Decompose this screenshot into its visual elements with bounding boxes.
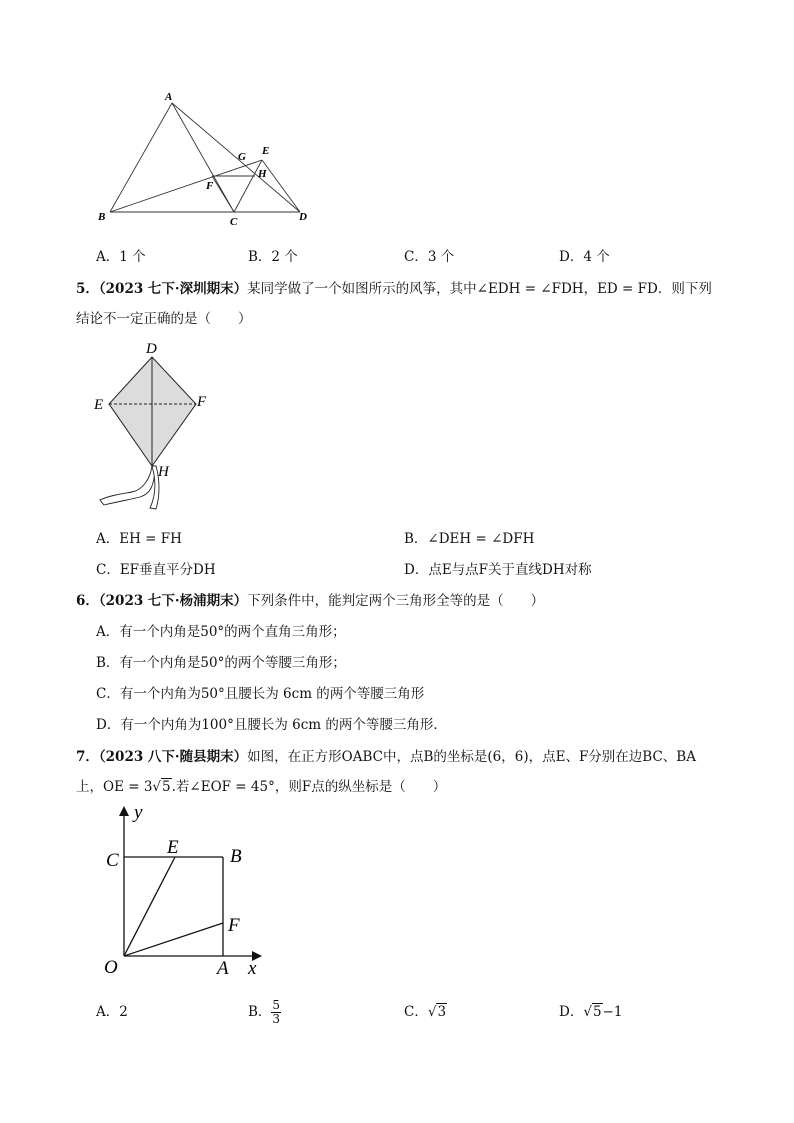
q7-option-c-prefix: C． — [404, 1004, 428, 1020]
q4-label-f: F — [206, 180, 214, 192]
q6-source: （2023 七下·杨浦期末） — [98, 593, 248, 609]
q5-number: 5． — [76, 281, 99, 297]
q7-text-1: 如图，在正方形OABC中，点B的坐标是(6，6)，点E、F分别在边BC、BA — [247, 749, 696, 765]
q5-option-d: D．点E与点F关于直线DH对称 — [404, 562, 592, 578]
q4-option-b: B．2 个 — [248, 249, 298, 265]
q4-label-d: D — [299, 211, 307, 223]
q7-label-x: x — [248, 958, 257, 979]
q6-number: 6． — [76, 593, 99, 609]
q7-label-c: C — [106, 850, 119, 871]
q6-option-d: D．有一个内角为100°且腰长为 6cm 的两个等腰三角形． — [96, 717, 447, 733]
q7-text-2b: .若∠EOF = 45°，则F点的纵坐标是（ ） — [171, 779, 447, 795]
q7-number: 7． — [76, 749, 99, 765]
q7-option-b-fraction — [271, 999, 281, 1026]
q5-label-f: F — [197, 394, 207, 410]
q7-option-a: A．2 — [96, 1004, 128, 1020]
q4-figure — [85, 85, 325, 235]
q4-label-h: H — [258, 168, 267, 180]
q7-option-d-radicand: 5 — [592, 1004, 602, 1020]
q4-label-g: G — [238, 151, 246, 163]
q6-stem — [76, 592, 544, 610]
q5-stem-line2: 结论不一定正确的是（ ） — [76, 311, 252, 327]
q7-option-b-prefix: B． — [248, 1004, 272, 1020]
q7-stem-line1 — [76, 748, 696, 766]
q7-label-a: A — [217, 958, 229, 979]
q7-label-y: y — [134, 802, 143, 823]
q7-option-d: D．√5−1 — [559, 1004, 623, 1020]
q5-option-a: A．EH = FH — [96, 531, 182, 547]
q5-label-h: H — [158, 464, 169, 480]
q7-label-e: E — [167, 837, 179, 858]
q7-option-d-suffix: −1 — [602, 1004, 623, 1020]
q7-source: （2023 八下·随县期末） — [98, 749, 248, 765]
q4-label-e: E — [262, 145, 270, 157]
q5-label-d: D — [146, 341, 157, 357]
q7-option-c: C．√3 — [404, 1004, 447, 1020]
q7-label-o: O — [104, 957, 118, 978]
q4-label-c: C — [230, 216, 238, 228]
q7-option-b-denominator: 3 — [272, 1012, 281, 1026]
q6-option-a: A．有一个内角是50°的两个直角三角形； — [96, 624, 346, 640]
q7-label-f: F — [228, 915, 240, 936]
q7-option-b-numerator: 5 — [272, 998, 281, 1012]
q5-option-c: C．EF垂直平分DH — [96, 562, 216, 578]
q7-option-d-prefix: D． — [559, 1004, 584, 1020]
q6-option-c: C．有一个内角为50°且腰长为 6cm 的两个等腰三角形 — [96, 686, 425, 702]
q5-source: （2023 七下·深圳期末） — [98, 281, 248, 297]
q4-label-b: B — [98, 211, 106, 223]
q7-stem-line2: 上，OE = 3√5.若∠EOF = 45°，则F点的纵坐标是（ ） — [76, 779, 447, 795]
q7-option-c-radicand: 3 — [437, 1004, 447, 1020]
q7-option-b — [248, 995, 281, 1029]
q4-label-a: A — [165, 91, 173, 103]
q4-option-d: D．4 个 — [559, 249, 610, 265]
q7-radicand: 5 — [162, 779, 171, 795]
q4-option-c: C．3 个 — [404, 249, 455, 265]
q5-text-1: 某同学做了一个如图所示的风筝，其中∠EDH = ∠FDH，ED = FD．则下列 — [247, 281, 712, 297]
q6-option-b: B．有一个内角是50°的两个等腰三角形； — [96, 655, 346, 671]
q7-coordinate-figure — [95, 800, 275, 985]
q6-text: 下列条件中，能判定两个三角形全等的是（ ） — [247, 593, 545, 609]
q5-kite-figure — [88, 335, 218, 510]
q5-label-e: E — [94, 397, 104, 413]
q4-option-a: A．1 个 — [96, 249, 146, 265]
q7-label-b: B — [230, 846, 242, 867]
q5-stem-line1 — [76, 280, 712, 298]
q5-option-b: B．∠DEH = ∠DFH — [404, 531, 535, 547]
q7-text-2a: 上，OE = 3 — [76, 779, 153, 795]
